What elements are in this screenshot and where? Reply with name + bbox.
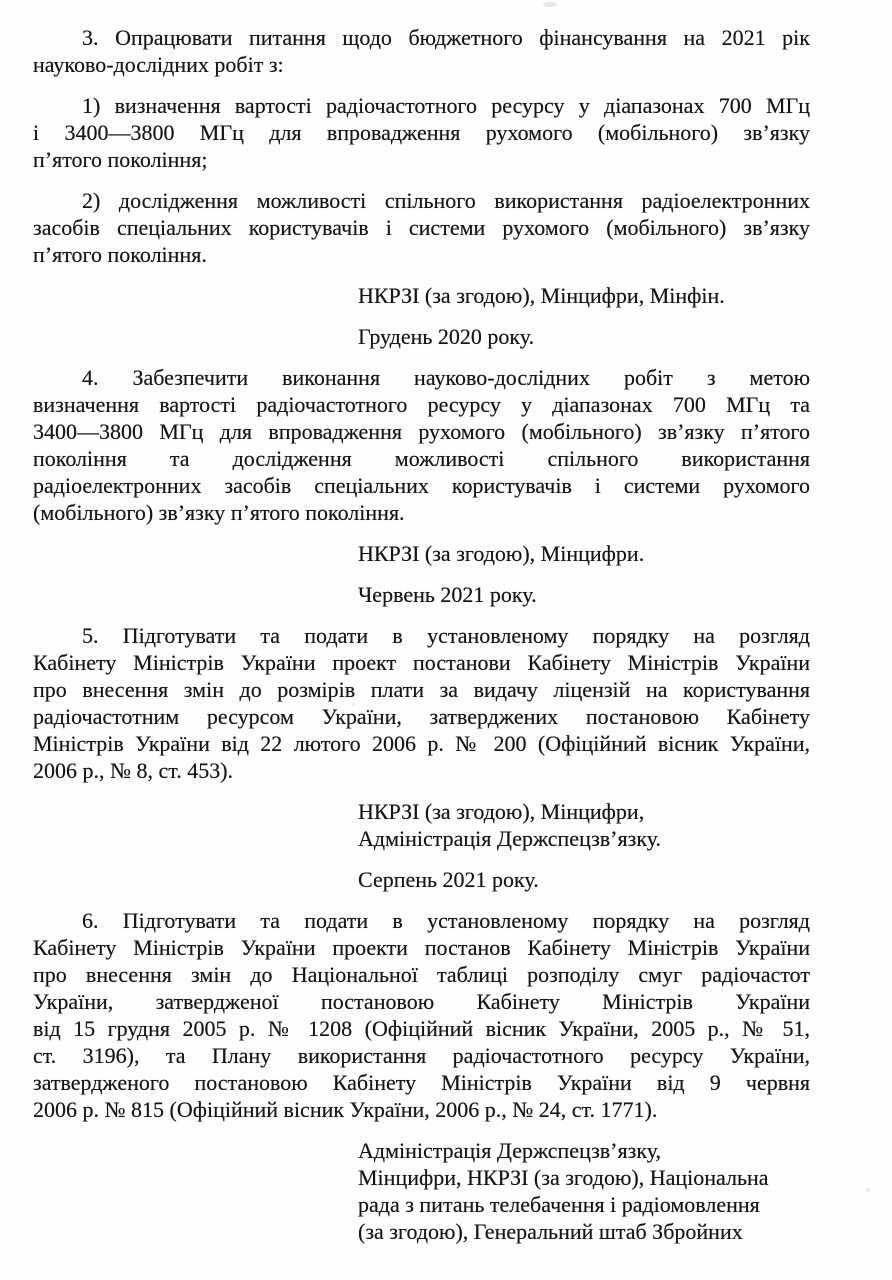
text-line: Адміністрація Держспецзв’язку, [358,1138,661,1163]
text-line: Серпень 2021 року. [358,867,539,892]
text-line: 5. Підготувати та подати в установленому порядку на розгляд [82,623,810,648]
text-line: покоління та дослідження можливості спільного використання [33,446,810,471]
text-line: засобів спеціальних користувачів і системи рухомого (мобільного) зв’язку [33,215,810,240]
responsible-agencies [358,282,810,309]
responsible-agencies [358,540,810,567]
paragraph [33,24,810,78]
text-line: України, затвердженої постановою Кабінету Міністрів України [33,989,810,1014]
document-body [33,24,810,1259]
paragraph [33,622,810,784]
text-line: від 15 грудня 2005 р. № 1208 (Офіційний вісник України, 2005 р., № 51, [33,1016,810,1041]
paragraph [33,907,810,1123]
scan-artifact [543,2,557,7]
text-line: п’ятого покоління. [33,242,207,267]
text-line: 3. Опрацювати питання щодо бюджетного фінансування на 2021 рік [82,25,810,50]
deadline-date [358,581,810,608]
text-line: НКРЗІ (за згодою), Мінцифри, Мінфін. [358,283,725,308]
deadline-date [358,323,810,350]
scan-artifact [866,1188,870,1192]
paragraph [33,92,810,173]
text-line: затвердженого постановою Кабінету Міністрів України від 9 червня [33,1070,810,1095]
text-line: 2006 р. № 815 (Офіційний вісник України, 2006 р., № 24, ст. 1771). [33,1097,658,1122]
scan-artifact [352,703,355,706]
text-line: 3400—3800 МГц для впровадження рухомого (мобільного) зв’язку п’ятого [33,419,810,444]
text-line: (мобільного) зв’язку п’ятого покоління. [33,500,405,525]
text-line: Грудень 2020 року. [358,324,535,349]
text-line: 6. Підготувати та подати в установленому порядку на розгляд [82,908,810,933]
text-line: НКРЗІ (за згодою), Мінцифри. [358,541,645,566]
text-line: ст. 3196), та Плану використання радіочастотного ресурсу України, [33,1043,810,1068]
text-line: про внесення змін до Національної таблиці розподілу смуг радіочастот [33,962,810,987]
text-line: (за згодою), Генеральний штаб Збройних [358,1219,743,1244]
responsible-agencies [358,1137,810,1245]
text-line: Кабінету Міністрів України проекти постанов Кабінету Міністрів України [33,935,810,960]
paragraph [33,187,810,268]
text-line: про внесення змін до розмірів плати за видачу ліцензій на користування [33,677,810,702]
text-line: НКРЗІ (за згодою), Мінцифри, [358,799,645,824]
text-line: 4. Забезпечити виконання науково-дослідних робіт з метою [82,365,810,390]
text-line: Міністрів України від 22 лютого 2006 р. № 200 (Офіційний вісник України, [33,731,810,756]
text-line: науково-дослідних робіт з: [33,52,284,77]
text-line: радіочастотним ресурсом України, затверджених постановою Кабінету [33,704,810,729]
text-line: п’ятого покоління; [33,147,208,172]
text-line: Мінцифри, НКРЗІ (за згодою), Національна [358,1165,769,1190]
text-line: і 3400—3800 МГц для впровадження рухомого (мобільного) зв’язку [33,120,810,145]
text-line: 2) дослідження можливості спільного використання радіоелектронних [82,188,810,213]
text-line: Кабінету Міністрів України проект постанови Кабінету Міністрів України [33,650,810,675]
text-line: Червень 2021 року. [358,582,537,607]
text-line: Адміністрація Держспецзв’язку. [358,826,661,851]
responsible-agencies [358,798,810,852]
deadline-date [358,866,810,893]
text-line: визначення вартості радіочастотного ресурсу у діапазонах 700 МГц та [33,392,810,417]
text-line: 1) визначення вартості радіочастотного ресурсу у діапазонах 700 МГц [82,93,810,118]
paragraph [33,364,810,526]
text-line: рада з питань телебачення і радіомовлення [358,1192,760,1217]
text-line: 2006 р., № 8, ст. 453). [33,758,234,783]
text-line: радіоелектронних засобів спеціальних користувачів і системи рухомого [33,473,810,498]
